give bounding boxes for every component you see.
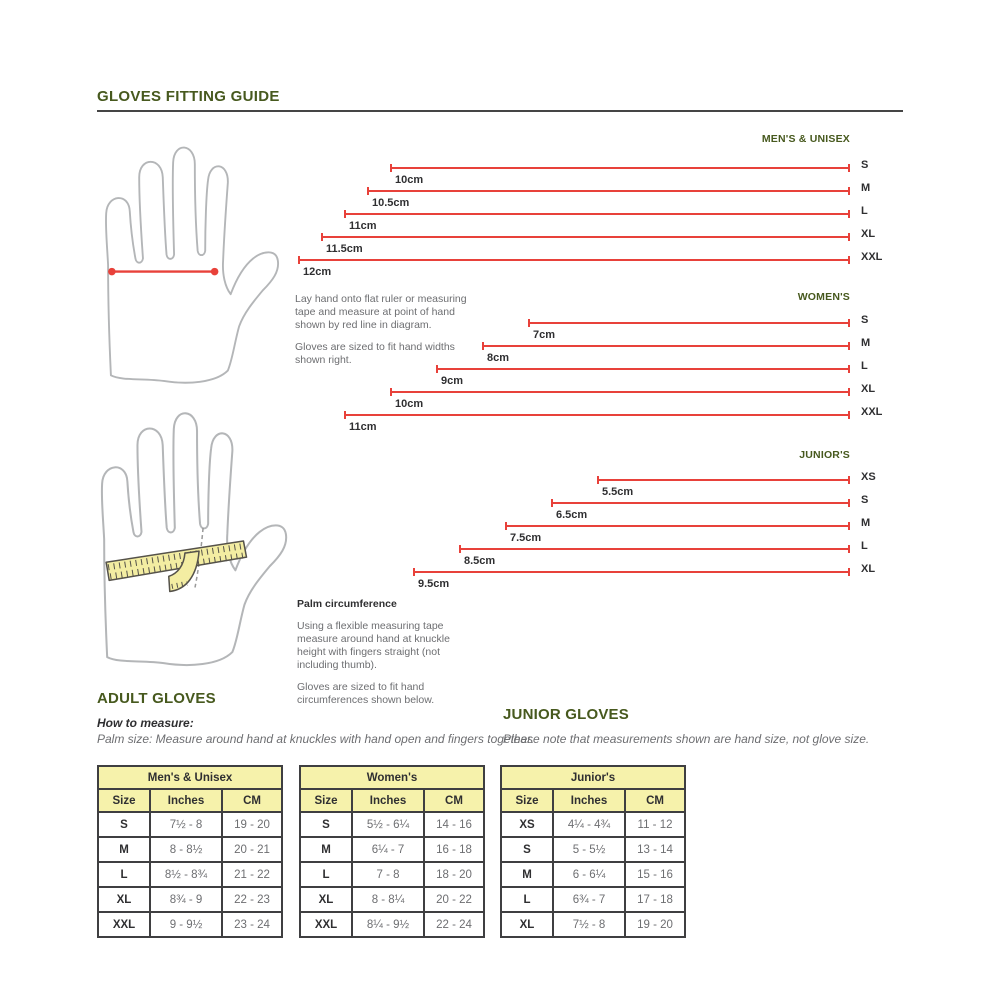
table-row	[300, 837, 484, 862]
size-table	[97, 765, 283, 938]
ruler-cm-label: 6.5cm	[556, 509, 588, 521]
value-cell: 4¼ - 4¾	[553, 812, 625, 837]
ruler-line	[459, 548, 850, 550]
ruler-cm-label: 11.5cm	[326, 243, 363, 255]
value-cell: 7½ - 8	[553, 912, 625, 937]
size-cell: S	[98, 812, 150, 837]
value-cell: 20 - 21	[222, 837, 282, 862]
value-cell: 18 - 20	[424, 862, 484, 887]
ruler-size-label: S	[861, 314, 869, 326]
ruler-size-label: L	[861, 540, 868, 552]
table-row	[501, 862, 685, 887]
ruler-cm-label: 5.5cm	[602, 486, 634, 498]
value-cell: 19 - 20	[222, 812, 282, 837]
value-cell: 6 - 6¼	[553, 862, 625, 887]
ruler-size-label: XL	[861, 383, 876, 395]
ruler-size-label: L	[861, 360, 868, 372]
ruler-section-label: WOMEN'S	[797, 291, 850, 303]
ruler-cm-label: 7cm	[533, 329, 556, 341]
ruler-size-label: XL	[861, 228, 876, 240]
ruler-cm-label: 8cm	[487, 352, 510, 364]
ruler-line	[298, 259, 850, 261]
size-cell: XXL	[300, 912, 352, 937]
column-header: Size	[501, 789, 553, 812]
ruler-cm-label: 8.5cm	[464, 555, 496, 567]
size-cell: M	[300, 837, 352, 862]
ruler-cm-label: 11cm	[349, 421, 377, 433]
table-row	[501, 912, 685, 937]
value-cell: 6¾ - 7	[553, 887, 625, 912]
value-cell: 8¼ - 9½	[352, 912, 424, 937]
size-cell: S	[300, 812, 352, 837]
size-cell: XL	[300, 887, 352, 912]
column-header: CM	[222, 789, 282, 812]
ruler-line	[390, 391, 850, 393]
size-cell: XL	[501, 912, 553, 937]
value-cell: 6¼ - 7	[352, 837, 424, 862]
ruler-line	[505, 525, 850, 527]
ruler-line	[344, 414, 850, 416]
size-cell: XL	[98, 887, 150, 912]
junior-gloves-heading: JUNIOR GLOVES	[503, 706, 629, 723]
value-cell: 7½ - 8	[150, 812, 222, 837]
column-header: Inches	[553, 789, 625, 812]
table-row	[98, 862, 282, 887]
circumference-instructions	[297, 598, 477, 716]
column-header: CM	[625, 789, 685, 812]
size-cell: L	[98, 862, 150, 887]
hand-outline	[102, 413, 286, 665]
table-row	[98, 837, 282, 862]
table-row	[300, 862, 484, 887]
value-cell: 5 - 5½	[553, 837, 625, 862]
value-cell: 14 - 16	[424, 812, 484, 837]
size-table-mens-unisex	[97, 765, 281, 938]
how-to-measure-heading: How to measure:	[97, 716, 194, 730]
circumference-heading: Palm circumference	[297, 598, 397, 610]
ruler-line	[390, 167, 850, 169]
size-table	[299, 765, 485, 938]
value-cell: 8 - 8½	[150, 837, 222, 862]
table-row	[501, 812, 685, 837]
table-row	[98, 912, 282, 937]
column-header: CM	[424, 789, 484, 812]
size-table-womens	[299, 765, 483, 938]
table-row	[300, 812, 484, 837]
ruler-cm-label: 9.5cm	[418, 578, 450, 590]
table-row	[501, 837, 685, 862]
width-instructions	[295, 293, 481, 376]
hand-width-diagram	[93, 135, 291, 395]
value-cell: 22 - 24	[424, 912, 484, 937]
ruler-size-label: XXL	[861, 251, 883, 263]
ruler-line	[344, 213, 850, 215]
table-row	[300, 912, 484, 937]
size-cell: L	[300, 862, 352, 887]
size-cell: L	[501, 887, 553, 912]
ruler-size-label: XL	[861, 563, 876, 575]
value-cell: 17 - 18	[625, 887, 685, 912]
size-table	[500, 765, 686, 938]
column-header: Size	[300, 789, 352, 812]
value-cell: 15 - 16	[625, 862, 685, 887]
table-row	[98, 812, 282, 837]
value-cell: 8 - 8¼	[352, 887, 424, 912]
ruler-section-label: JUNIOR'S	[799, 449, 850, 461]
size-cell: XS	[501, 812, 553, 837]
ruler-size-label: S	[861, 494, 869, 506]
ruler-size-label: M	[861, 517, 871, 529]
ruler-size-label: XS	[861, 471, 876, 483]
hand-outline	[106, 148, 278, 383]
value-cell: 7 - 8	[352, 862, 424, 887]
circumference-paragraph-1: Using a flexible measuring tape measure around hand at knuckle height with fingers straight (not including thumb).	[297, 620, 450, 671]
ruler-line	[367, 190, 850, 192]
ruler-size-label: M	[861, 182, 871, 194]
value-cell: 23 - 24	[222, 912, 282, 937]
ruler-line	[413, 571, 850, 573]
table-title: Men's & Unisex	[98, 766, 282, 789]
ruler-cm-label: 10.5cm	[372, 197, 410, 209]
size-cell: M	[98, 837, 150, 862]
junior-size-note: Please note that measurements shown are hand size, not glove size.	[503, 732, 870, 746]
ruler-cm-label: 10cm	[395, 398, 424, 410]
ruler-cm-label: 10cm	[395, 174, 424, 186]
value-cell: 9 - 9½	[150, 912, 222, 937]
ruler-line	[321, 236, 850, 238]
title-divider	[97, 110, 903, 112]
size-table-juniors	[500, 765, 684, 938]
width-instruction-1: Lay hand onto flat ruler or measuring tape and measure at point of hand shown by red line in diagram.	[295, 293, 467, 331]
value-cell: 22 - 23	[222, 887, 282, 912]
table-title: Junior's	[501, 766, 685, 789]
value-cell: 8½ - 8¾	[150, 862, 222, 887]
page-title: GLOVES FITTING GUIDE	[97, 88, 280, 105]
ruler-line	[597, 479, 850, 481]
ruler-cm-label: 7.5cm	[510, 532, 542, 544]
palm-size-note: Palm size: Measure around hand at knuckles with hand open and fingers together.	[97, 732, 535, 746]
ruler-section-label: MEN'S & UNISEX	[761, 133, 850, 145]
table-row	[98, 887, 282, 912]
circumference-paragraph-2: Gloves are sized to fit hand circumferences shown below.	[297, 681, 435, 706]
value-cell: 11 - 12	[625, 812, 685, 837]
value-cell: 20 - 22	[424, 887, 484, 912]
ruler-cm-label: 9cm	[441, 375, 464, 387]
value-cell: 16 - 18	[424, 837, 484, 862]
ruler-size-label: L	[861, 205, 868, 217]
value-cell: 5½ - 6¼	[352, 812, 424, 837]
column-header: Inches	[150, 789, 222, 812]
adult-gloves-heading: ADULT GLOVES	[97, 690, 216, 707]
width-instruction-2: Gloves are sized to fit hand widths shown right.	[295, 341, 455, 366]
ruler-line	[482, 345, 850, 347]
size-cell: M	[501, 862, 553, 887]
ruler-cm-label: 12cm	[303, 266, 332, 278]
column-header: Size	[98, 789, 150, 812]
ruler-size-label: XXL	[861, 406, 883, 418]
value-cell: 8¾ - 9	[150, 887, 222, 912]
ruler-line	[551, 502, 850, 504]
value-cell: 13 - 14	[625, 837, 685, 862]
size-cell: S	[501, 837, 553, 862]
size-cell: XXL	[98, 912, 150, 937]
table-title: Women's	[300, 766, 484, 789]
table-row	[501, 887, 685, 912]
ruler-size-label: S	[861, 159, 869, 171]
value-cell: 19 - 20	[625, 912, 685, 937]
ruler-size-label: M	[861, 337, 871, 349]
column-header: Inches	[352, 789, 424, 812]
ruler-line	[528, 322, 850, 324]
ruler-line	[436, 368, 850, 370]
table-row	[300, 887, 484, 912]
palm-circumference-diagram	[88, 398, 300, 680]
value-cell: 21 - 22	[222, 862, 282, 887]
ruler-cm-label: 11cm	[349, 220, 377, 232]
